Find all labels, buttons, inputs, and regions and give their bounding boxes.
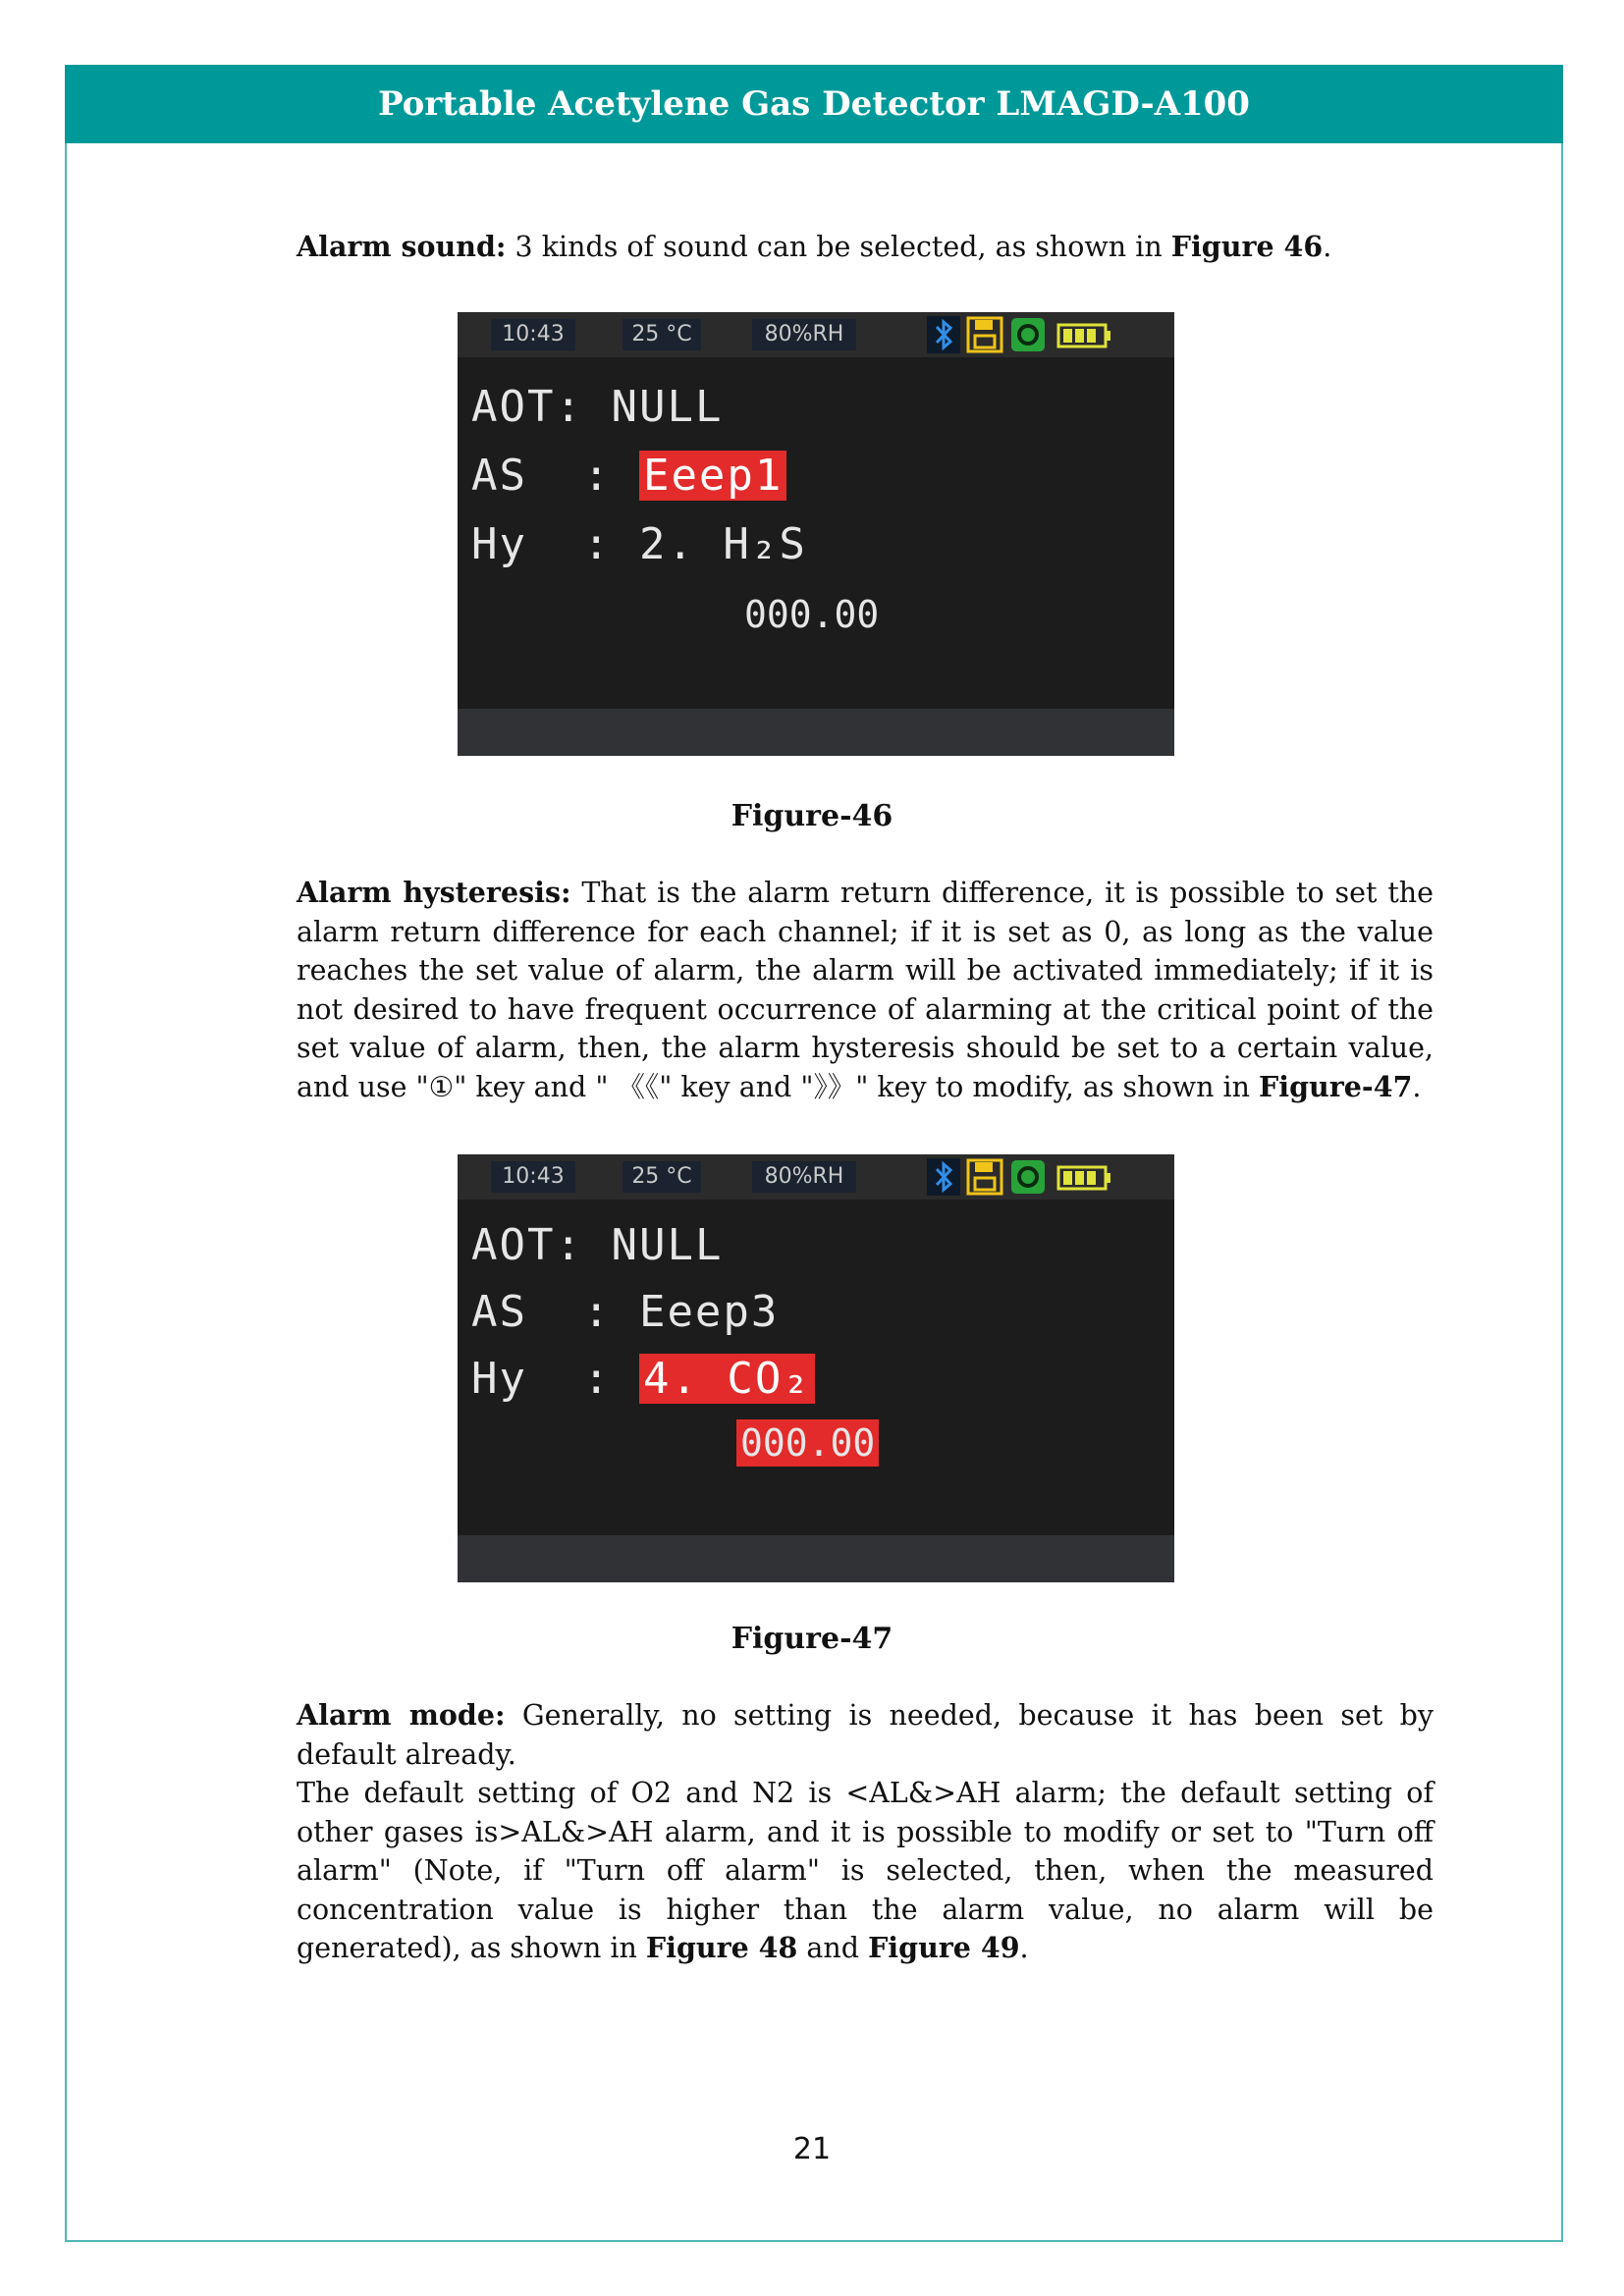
hy-value: 2. H₂S [638,519,807,569]
sentence-end: . [1019,1932,1029,1964]
alarm-sound-label: Alarm sound: [297,230,507,263]
figure46-device-screen [458,312,1174,756]
alarm-mode-default-text: The default setting of O2 and N2 is <AL&>AH alarm; the default setting of other gases is>AL&>AH alarm, and it is possible to modify or set to "Turn off alarm" (Note, if "Turn off alarm" is selected, then, when the measured concentration value is higher than the alarm value, no alarm will be generated), as shown in [297,1777,1434,1964]
save-icon [966,316,1003,353]
page-header-title: Portable Acetylene Gas Detector LMAGD-A100 [65,65,1563,143]
conjunction-text: and [797,1932,869,1964]
as-value-selected: Eeep1 [639,451,786,501]
status-time: 10:43 [491,1161,575,1193]
figure47-caption: Figure-47 [731,1622,893,1656]
as-label: AS : [471,1287,612,1337]
hy-label: Hy : [471,519,612,569]
screen-bottom-bar [458,1535,1174,1582]
aot-label: AOT: [471,382,583,432]
as-row [471,450,786,503]
alarm-sound-paragraph [297,228,1434,267]
status-time: 10:43 [491,319,575,350]
save-icon [966,1158,1003,1196]
as-label: AS : [471,451,612,501]
alarm-mode-paragraph [297,1696,1434,1968]
status-bar [458,1154,1174,1200]
alarm-sound-text: 3 kinds of sound can be selected, as shown in [506,231,1171,263]
status-humidity: 80%RH [752,319,856,350]
aot-label: AOT: [471,1220,583,1270]
status-temperature: 25 °C [623,1161,701,1193]
hy-value-selected: 4. CO₂ [639,1354,815,1404]
sentence-end: . [1412,1070,1422,1103]
status-humidity: 80%RH [752,1161,856,1193]
as-row [471,1286,779,1339]
figure47-ref: Figure-47 [1259,1069,1413,1103]
as-value: Eeep3 [638,1287,780,1337]
hy-label: Hy : [471,1354,612,1404]
hy-row [471,1353,815,1406]
alarm-hysteresis-paragraph [297,874,1434,1106]
alarm-mode-label: Alarm mode: [297,1698,506,1732]
reading-value-selected: 000.00 [736,1419,879,1467]
alarm-hysteresis-text: That is the alarm return difference, it is possible to set the alarm return difference for each channel; if it is set as 0, as long as the value reaches the set value of alarm, the alarm will be activated immediately; if it is not desired to have frequent occurrence of alarming at the critical point of the set value of alarm, then, the alarm hysteresis should be set to a certain value, and use "①" key and " 《《" key and "》》" key to modify, as shown in [297,877,1434,1103]
aot-row [471,381,723,434]
alarm-hysteresis-label: Alarm hysteresis: [297,876,571,909]
screen-bottom-bar [458,709,1174,756]
status-bar [458,312,1174,357]
figure48-ref: Figure 48 [645,1931,798,1964]
alarm-mode-text: Generally, no setting is needed, because it has been set by default already. [297,1699,1435,1771]
recycle-icon [1009,1158,1047,1196]
aot-value: NULL [611,382,724,432]
page-number: 21 [792,2132,832,2166]
aot-value: NULL [611,1220,724,1270]
figure46-ref: Figure 46 [1170,230,1324,263]
aot-row [471,1219,723,1272]
bluetooth-icon [927,1158,960,1196]
figure47-device-screen [458,1154,1174,1582]
reading-value: 000.00 [744,593,880,636]
figure49-ref: Figure 49 [868,1931,1020,1964]
battery-icon [1055,316,1113,353]
hy-row [471,518,807,571]
sentence-end: . [1323,231,1332,263]
figure46-caption: Figure-46 [731,799,893,833]
status-temperature: 25 °C [623,319,701,350]
recycle-icon [1009,316,1047,353]
battery-icon [1055,1158,1113,1196]
bluetooth-icon [927,316,960,353]
